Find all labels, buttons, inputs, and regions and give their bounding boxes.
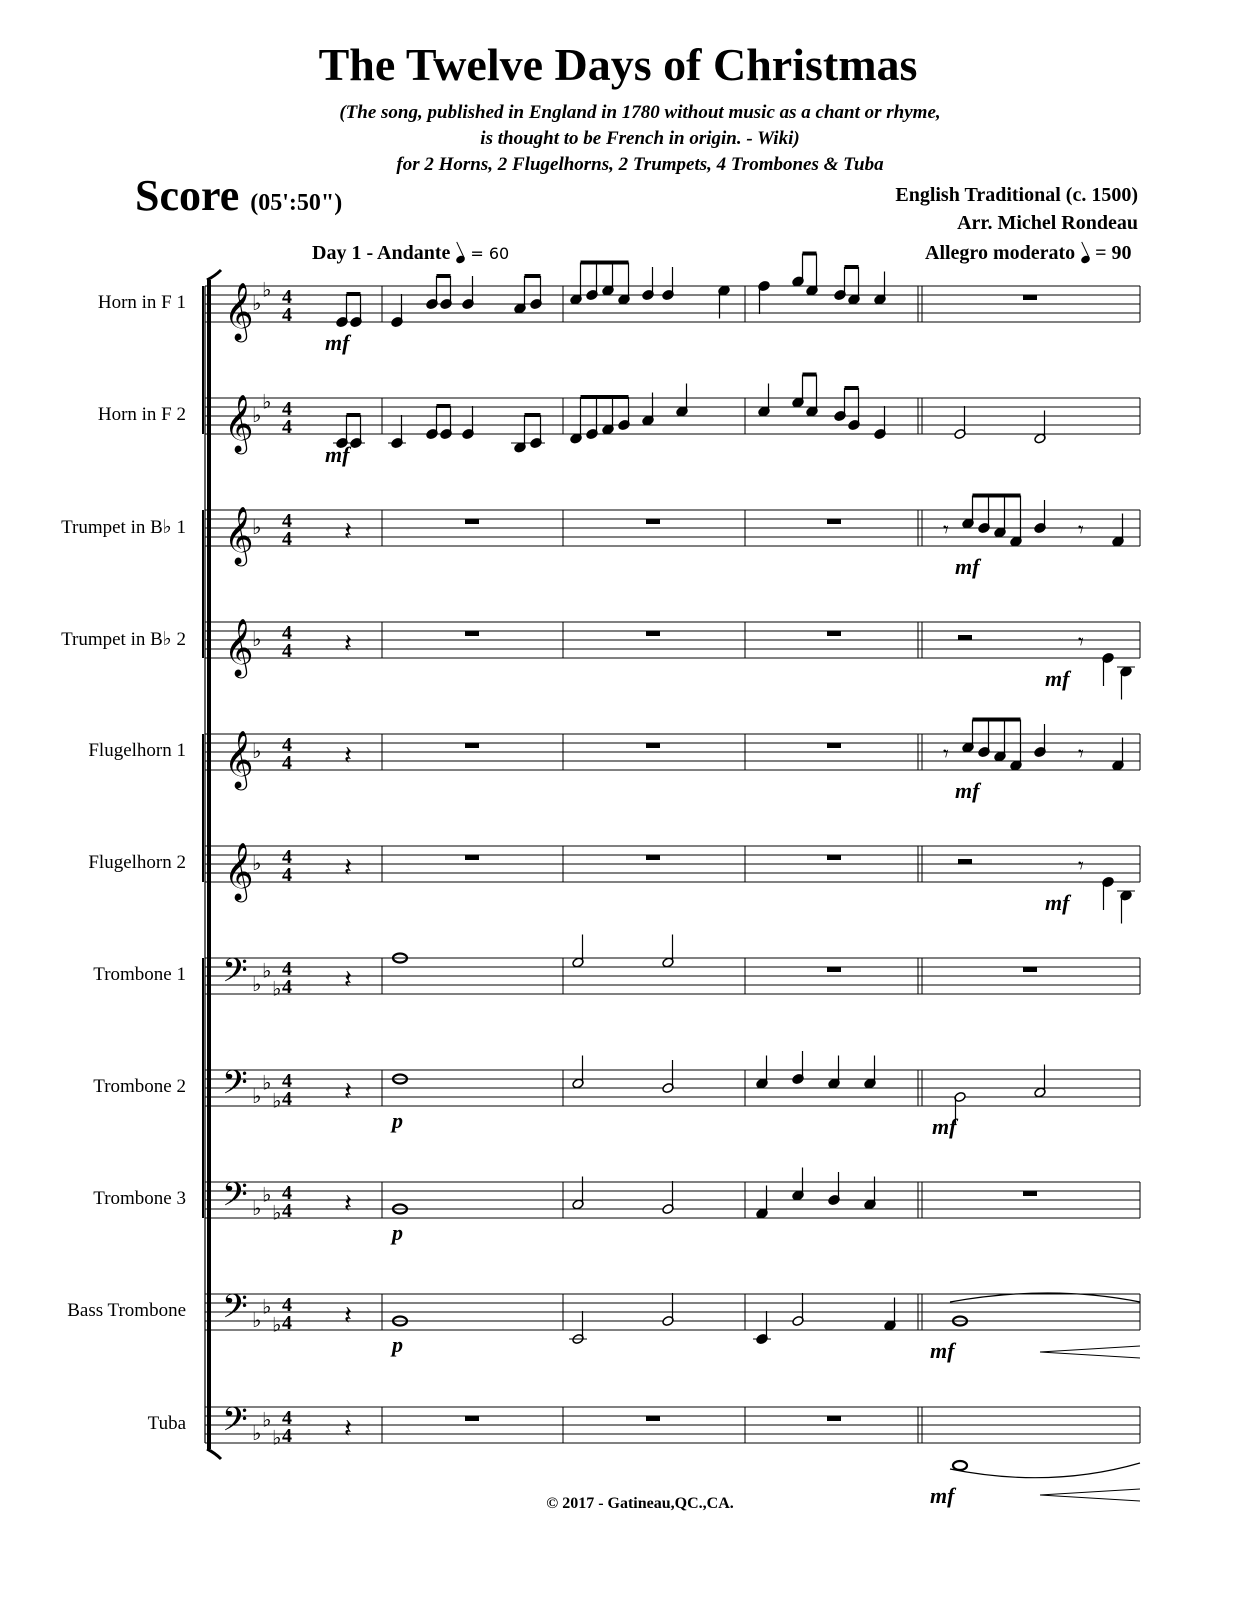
instrument-label-trombone-3: Trombone 3 [93, 1188, 186, 1209]
time-signature-denominator: 4 [282, 1312, 292, 1334]
time-signature-denominator: 4 [282, 1425, 292, 1447]
whole-rest [465, 519, 479, 524]
time-signature-numerator: 4 [282, 958, 292, 980]
instrument-label-trombone-1: Trombone 1 [93, 964, 186, 985]
half-rest [958, 859, 972, 864]
dynamic-p: p [392, 1220, 403, 1245]
whole-rest [646, 1416, 660, 1421]
tempo-text-allegro: Allegro moderato [925, 242, 1076, 264]
treble-clef-icon: 𝄞 [224, 282, 254, 340]
time-signature-numerator: 4 [282, 1407, 292, 1429]
flat-icon: ♭ [252, 291, 262, 315]
flat-icon: ♭ [272, 976, 282, 1001]
quarter-rest: 𝄽 [344, 1301, 352, 1331]
dynamic-mf: mf [325, 330, 350, 355]
time-signature-numerator: 4 [282, 1182, 292, 1204]
dynamic-p: p [392, 1332, 403, 1357]
bass-clef-icon: 𝄢 [222, 1064, 248, 1110]
bass-clef-icon: 𝄢 [222, 1176, 248, 1222]
whole-rest [827, 967, 841, 972]
flat-icon: ♭ [272, 1088, 282, 1113]
treble-clef-icon: 𝄞 [224, 842, 254, 900]
time-signature-denominator: 4 [282, 416, 292, 438]
whole-rest [646, 855, 660, 860]
whole-rest [646, 631, 660, 636]
bass-clef-icon: 𝄢 [222, 1401, 248, 1447]
flat-icon: ♭ [272, 1200, 282, 1225]
copyright-footer: © 2017 - Gatineau,QC.,CA. [546, 1495, 734, 1512]
treble-clef-icon: 𝄞 [224, 394, 254, 452]
bracket-hook [207, 1449, 221, 1459]
flat-icon: ♭ [252, 1308, 262, 1332]
flat-icon: ♭ [262, 277, 272, 302]
tie-arc [950, 1463, 1140, 1478]
whole-rest [827, 519, 841, 524]
dynamic-mf: mf [955, 554, 980, 579]
bass-clef-icon: 𝄢 [222, 1288, 248, 1334]
flat-icon: ♭ [262, 1407, 272, 1432]
flat-icon: ♭ [252, 1196, 262, 1220]
flat-icon: ♭ [262, 389, 272, 414]
half-rest [958, 635, 972, 640]
whole-rest [827, 1416, 841, 1421]
dynamic-p: p [392, 1108, 403, 1133]
flat-icon: ♭ [262, 1070, 272, 1095]
flat-icon: ♭ [252, 627, 262, 651]
quarter-rest: 𝄽 [344, 1189, 352, 1219]
instrument-label-trombone-2: Trombone 2 [93, 1076, 186, 1097]
time-signature-denominator: 4 [282, 528, 292, 550]
notation [222, 254, 1140, 1509]
whole-rest [827, 743, 841, 748]
score-title: The Twelve Days of Christmas [318, 39, 918, 90]
instrument-label-flugelhorn-2: Flugelhorn 2 [88, 852, 186, 873]
subtitle-line-1: (The song, published in England in 1780 without music as a chant or rhyme, [339, 102, 941, 123]
hairpin-line [1040, 1346, 1140, 1352]
time-signature-numerator: 4 [282, 398, 292, 420]
time-signature-numerator: 4 [282, 286, 292, 308]
instrument-label-tuba: Tuba [147, 1413, 186, 1434]
tempo-bpm-andante: = 60 [470, 244, 510, 263]
time-signature-numerator: 4 [282, 622, 292, 644]
whole-rest [465, 631, 479, 636]
instrument-label-trumpet-2: Trumpet in B♭ 2 [61, 629, 186, 650]
score-label: Score [135, 171, 240, 220]
system-bracket [207, 280, 211, 1449]
time-signature-numerator: 4 [282, 1070, 292, 1092]
instrument-label-horn-2: Horn in F 2 [97, 404, 186, 425]
quarter-rest: 𝄽 [344, 741, 352, 771]
time-signature-numerator: 4 [282, 846, 292, 868]
arranger-credit: Arr. Michel Rondeau [957, 212, 1138, 234]
time-signature-numerator: 4 [282, 1294, 292, 1316]
flat-icon: ♭ [272, 1312, 282, 1337]
dynamic-mf: mf [1045, 666, 1070, 691]
whole-rest [465, 855, 479, 860]
whole-rest [465, 1416, 479, 1421]
time-signature-numerator: 4 [282, 734, 292, 756]
time-signature-denominator: 4 [282, 976, 292, 998]
eighth-rest: 𝄾 [1078, 742, 1084, 767]
whole-rest [1023, 295, 1037, 300]
time-signature-denominator: 4 [282, 304, 292, 326]
tempo-bpm-allegro: = 90 [1095, 242, 1132, 264]
flat-icon: ♭ [252, 515, 262, 539]
whole-rest [465, 743, 479, 748]
flat-icon: ♭ [262, 1294, 272, 1319]
flat-icon: ♭ [262, 958, 272, 983]
time-signature-denominator: 4 [282, 864, 292, 886]
quarter-rest: 𝄽 [344, 853, 352, 883]
whole-rest [646, 743, 660, 748]
time-signature-denominator: 4 [282, 640, 292, 662]
whole-rest [827, 631, 841, 636]
hairpin-line [1040, 1352, 1140, 1358]
flat-icon: ♭ [252, 1084, 262, 1108]
treble-clef-icon: 𝄞 [224, 618, 254, 676]
subtitle-line-3: for 2 Horns, 2 Flugelhorns, 2 Trumpets, 4 Trombones & Tuba [396, 154, 884, 175]
flat-icon: ♭ [252, 403, 262, 427]
whole-rest [1023, 1191, 1037, 1196]
instrument-label-flugelhorn-1: Flugelhorn 1 [88, 740, 186, 761]
eighth-rest: 𝄾 [943, 518, 949, 543]
whole-rest [827, 855, 841, 860]
time-signature-denominator: 4 [282, 1088, 292, 1110]
score-duration: (05':50") [250, 190, 343, 216]
quarter-rest: 𝄽 [344, 1414, 352, 1444]
bass-clef-icon: 𝄢 [222, 952, 248, 998]
dynamic-mf: mf [930, 1338, 955, 1363]
eighth-rest: 𝄾 [1078, 518, 1084, 543]
flat-icon: ♭ [272, 1425, 282, 1450]
bracket-hook [207, 270, 221, 280]
dynamic-mf: mf [932, 1114, 957, 1139]
flat-icon: ♭ [252, 972, 262, 996]
dynamic-mf: mf [930, 1483, 955, 1508]
tempo-text-andante: Day 1 - Andante [312, 242, 451, 264]
composer-credit: English Traditional (c. 1500) [895, 184, 1138, 206]
flat-icon: ♭ [262, 1182, 272, 1207]
dynamic-mf: mf [325, 442, 350, 467]
subtitle-line-2: is thought to be French in origin. - Wiki) [480, 128, 800, 149]
quarter-rest: 𝄽 [344, 629, 352, 659]
treble-clef-icon: 𝄞 [224, 506, 254, 564]
eighth-rest: 𝄾 [1078, 630, 1084, 655]
flat-icon: ♭ [252, 1421, 262, 1445]
whole-rest [646, 519, 660, 524]
dynamic-mf: mf [1045, 890, 1070, 915]
eighth-rest: 𝄾 [1078, 854, 1084, 879]
flat-icon: ♭ [252, 739, 262, 763]
time-signature-numerator: 4 [282, 510, 292, 532]
whole-rest [1023, 967, 1037, 972]
whole-note [953, 1461, 967, 1470]
quarter-rest: 𝄽 [344, 1077, 352, 1107]
time-signature-denominator: 4 [282, 752, 292, 774]
eighth-rest: 𝄾 [943, 742, 949, 767]
quarter-rest: 𝄽 [344, 517, 352, 547]
time-signature-denominator: 4 [282, 1200, 292, 1222]
treble-clef-icon: 𝄞 [224, 730, 254, 788]
dynamic-mf: mf [955, 778, 980, 803]
quarter-rest: 𝄽 [344, 965, 352, 995]
instrument-label-horn-1: Horn in F 1 [97, 292, 186, 313]
flat-icon: ♭ [252, 851, 262, 875]
instrument-label-trumpet-1: Trumpet in B♭ 1 [61, 517, 186, 538]
instrument-label-bass-trombone: Bass Trombone [67, 1300, 186, 1321]
